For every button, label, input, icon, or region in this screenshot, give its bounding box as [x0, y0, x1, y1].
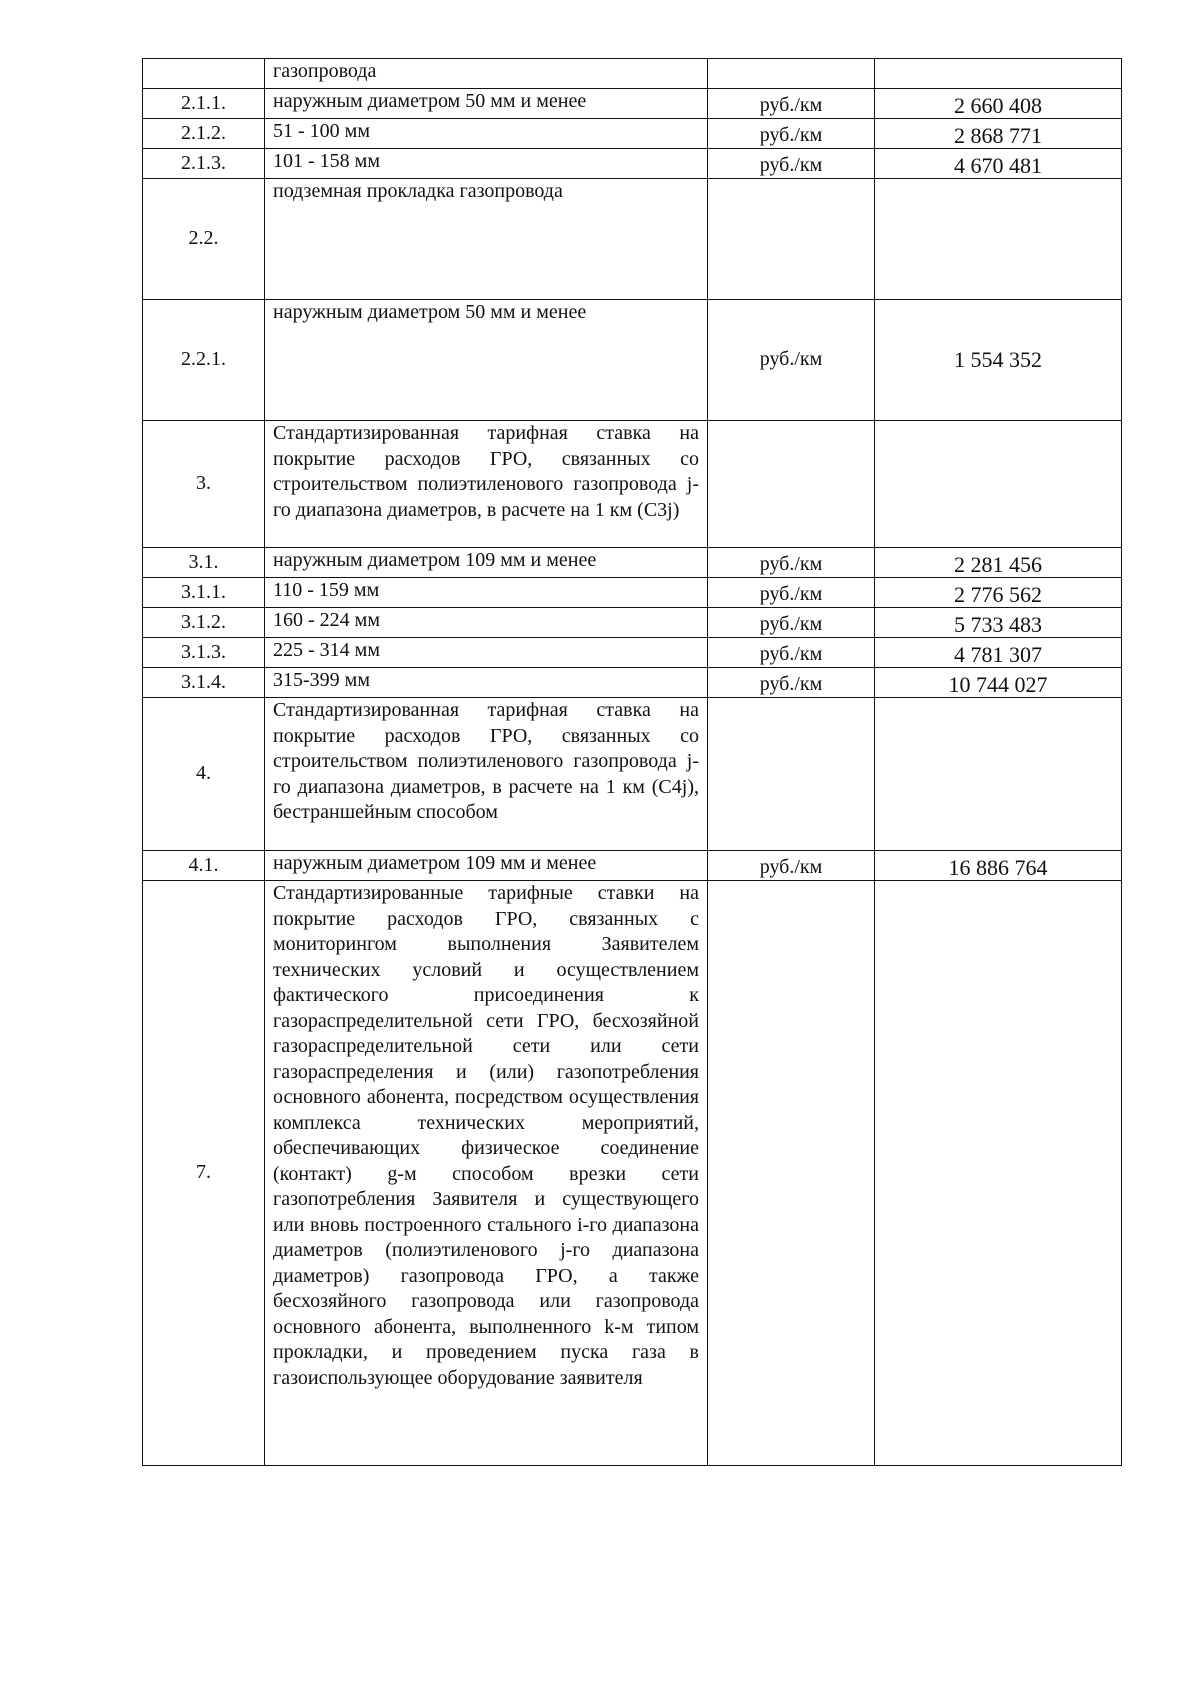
row-unit-cell: руб./км: [708, 548, 875, 578]
row-unit-cell: руб./км: [708, 851, 875, 881]
table-row: [143, 638, 1122, 668]
row-value-cell: 2 776 562: [875, 578, 1122, 608]
row-name-cell: наружным диаметром 109 мм и менее: [265, 851, 708, 881]
row-name-cell: 51 - 100 мм: [265, 119, 708, 149]
row-value-cell: 2 281 456: [875, 548, 1122, 578]
table-row: [143, 881, 1122, 1466]
row-value-cell: [875, 421, 1122, 548]
table-row: [143, 149, 1122, 179]
row-number-cell: 2.1.2.: [143, 119, 265, 149]
row-value-cell: [875, 698, 1122, 851]
tariff-rates-table: [142, 58, 1122, 1466]
row-number-cell: 7.: [143, 881, 265, 1466]
row-unit-cell: [708, 881, 875, 1466]
row-value-cell: 2 660 408: [875, 89, 1122, 119]
row-value-cell: [875, 179, 1122, 300]
row-number-cell: 2.2.1.: [143, 300, 265, 421]
row-value-cell: 1 554 352: [875, 300, 1122, 421]
row-unit-cell: руб./км: [708, 578, 875, 608]
row-number-cell: 3.1.2.: [143, 608, 265, 638]
row-name-cell: 101 - 158 мм: [265, 149, 708, 179]
row-value-cell: 16 886 764: [875, 851, 1122, 881]
row-name-cell: 160 - 224 мм: [265, 608, 708, 638]
row-number-cell: 3.1.4.: [143, 668, 265, 698]
row-unit-cell: [708, 698, 875, 851]
row-number-cell: 3.1.3.: [143, 638, 265, 668]
row-unit-cell: руб./км: [708, 149, 875, 179]
table-row: [143, 548, 1122, 578]
table-row: [143, 668, 1122, 698]
row-unit-cell: [708, 179, 875, 300]
row-name-cell: 315-399 мм: [265, 668, 708, 698]
row-number-cell: 3.1.1.: [143, 578, 265, 608]
row-value-cell: [875, 59, 1122, 89]
row-name-cell: подземная прокладка газопровода: [265, 179, 708, 300]
row-number-cell: 2.1.1.: [143, 89, 265, 119]
row-unit-cell: [708, 59, 875, 89]
table-row: [143, 179, 1122, 300]
table-row: [143, 578, 1122, 608]
row-unit-cell: руб./км: [708, 608, 875, 638]
row-number-cell: 4.1.: [143, 851, 265, 881]
row-number-cell: 4.: [143, 698, 265, 851]
row-unit-cell: руб./км: [708, 300, 875, 421]
row-name-cell: наружным диаметром 50 мм и менее: [265, 300, 708, 421]
row-name-cell: 110 - 159 мм: [265, 578, 708, 608]
row-name-cell: газопровода: [265, 59, 708, 89]
row-name-cell: Стандартизированная тарифная ставка на покрытие расходов ГРО, связанных со строительством полиэтиленового газопровода j-го диапазона диаметров, в расчете на 1 км (С4j), бестраншейным способом: [265, 698, 708, 851]
row-unit-cell: руб./км: [708, 89, 875, 119]
row-unit-cell: руб./км: [708, 638, 875, 668]
row-number-cell: 2.1.3.: [143, 149, 265, 179]
row-value-cell: [875, 881, 1122, 1466]
table-row: [143, 119, 1122, 149]
row-unit-cell: руб./км: [708, 119, 875, 149]
table-row: [143, 851, 1122, 881]
row-value-cell: 4 781 307: [875, 638, 1122, 668]
table-row: [143, 698, 1122, 851]
table-row: [143, 608, 1122, 638]
row-value-cell: 4 670 481: [875, 149, 1122, 179]
row-name-cell: 225 - 314 мм: [265, 638, 708, 668]
row-name-cell: Стандартизированная тарифная ставка на покрытие расходов ГРО, связанных со строительством полиэтиленового газопровода j-го диапазона диаметров, в расчете на 1 км (С3j): [265, 421, 708, 548]
row-name-cell: наружным диаметром 109 мм и менее: [265, 548, 708, 578]
table-row: [143, 421, 1122, 548]
table-row: [143, 59, 1122, 89]
row-value-cell: 2 868 771: [875, 119, 1122, 149]
row-number-cell: 2.2.: [143, 179, 265, 300]
row-name-cell: Стандартизированные тарифные ставки на покрытие расходов ГРО, связанных с мониторингом выполнения Заявителем технических условий и осуществлением фактического присоединения к газораспределительной сети ГРО, бесхозяйной газораспределительной сети или сети газораспределения и (или) газопотребления основного абонента, посредством осуществления комплекса технических мероприятий, обеспечивающих физическое соединение (контакт) g-м способом врезки сети газопотребления Заявителя и существующего или вновь построенного стального i-го диапазона диаметров (полиэтиленового j-го диапазона диаметров) газопровода ГРО, а также бесхозяйного газопровода или газопровода основного абонента, выполненного k-м типом прокладки, и проведением пуска газа в газоиспользующее оборудование заявителя: [265, 881, 708, 1466]
row-number-cell: 3.: [143, 421, 265, 548]
row-unit-cell: [708, 421, 875, 548]
row-name-cell: наружным диаметром 50 мм и менее: [265, 89, 708, 119]
row-value-cell: 10 744 027: [875, 668, 1122, 698]
table-row: [143, 300, 1122, 421]
table-row: [143, 89, 1122, 119]
row-number-cell: [143, 59, 265, 89]
row-unit-cell: руб./км: [708, 668, 875, 698]
row-number-cell: 3.1.: [143, 548, 265, 578]
row-value-cell: 5 733 483: [875, 608, 1122, 638]
